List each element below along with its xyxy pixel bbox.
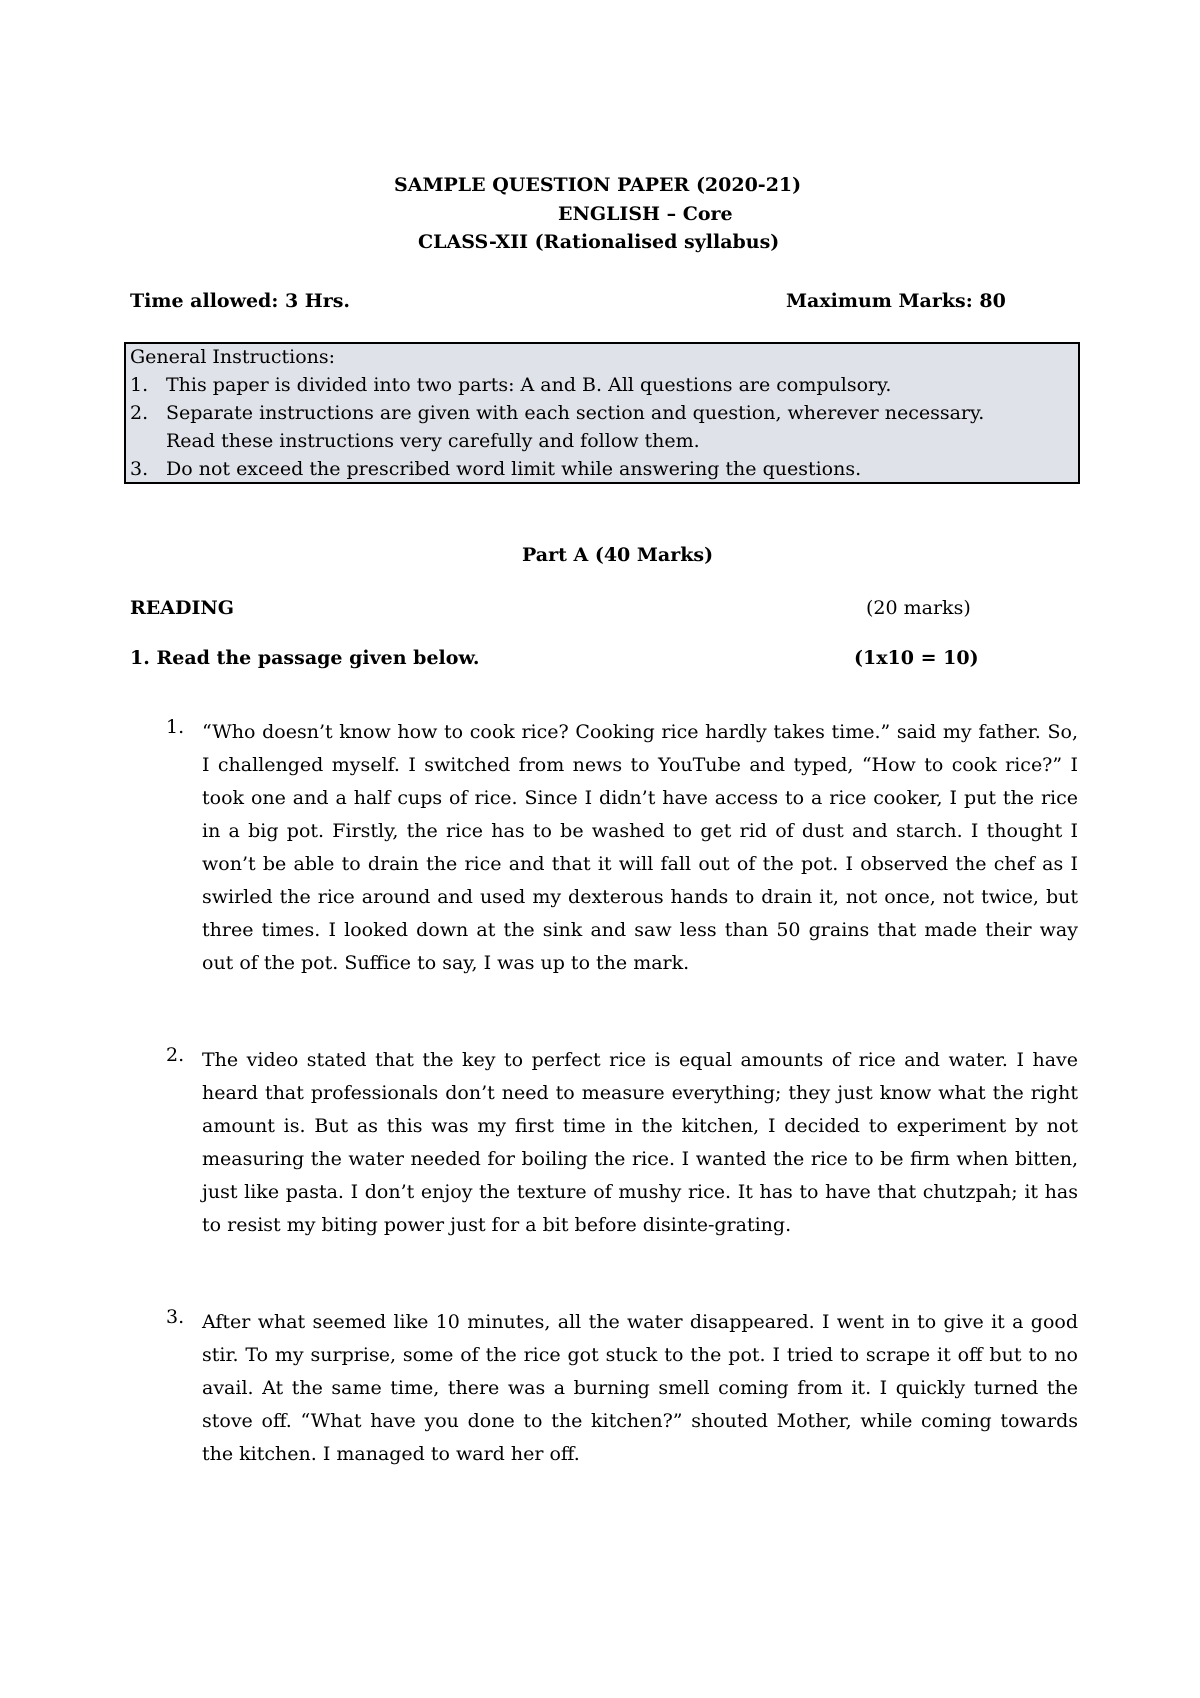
instruction-text: Do not exceed the prescribed word limit while answering the questions. (166, 458, 862, 480)
paragraph-number: 3. (166, 1306, 185, 1328)
paper-class: CLASS-XII (Rationalised syllabus) (418, 231, 780, 253)
paper-subject: ENGLISH – Core (558, 203, 733, 225)
time-allowed: Time allowed: 3 Hrs. (130, 290, 351, 312)
instruction-number: 1. (130, 374, 149, 396)
paragraph-number: 2. (166, 1044, 185, 1066)
maximum-marks: Maximum Marks: 80 (786, 290, 1006, 312)
paragraph-text: After what seemed like 10 minutes, all the water disappeared. I went in to give it a good stir. To my surprise, some of the rice got stuck to the pot. I tried to scrape it off but to no avail. At the same time, there was a burning smell coming from it. I quickly turned the stove off. “What have you done to the kitchen?” shouted Mother, while coming towards the kitchen. I managed to ward her off. (202, 1311, 1078, 1465)
paragraph-number: 1. (166, 716, 185, 738)
instructions-heading: General Instructions: (130, 346, 336, 368)
part-a-heading: Part A (40 Marks) (522, 544, 714, 566)
reading-section-marks: (20 marks) (866, 597, 971, 619)
general-instructions-box (124, 342, 1080, 484)
instruction-text: This paper is divided into two parts: A and B. All questions are compulsory. (166, 374, 892, 396)
paragraph-text: “Who doesn’t know how to cook rice? Cooking rice hardly takes time.” said my father. So, I challenged myself. I switched from news to YouTube and typed, “How to cook rice?” I took one and a half cups of rice. Since I didn’t have access to a rice cooker, I put the rice in a big pot. Firstly, the rice has to be washed to get rid of dust and starch. I thought I won’t be able to drain the rice and that it will fall out of the pot. I observed the chef as I swirled the rice around and used my dexterous hands to drain it, not once, not twice, but three times. I looked down at the sink and saw less than 50 grains that made their way out of the pot. Suffice to say, I was up to the mark. (202, 721, 1078, 974)
question-heading: 1. Read the passage given below. (130, 647, 480, 669)
instruction-text: Read these instructions very carefully and follow them. (166, 430, 700, 452)
instruction-text: Separate instructions are given with each section and question, wherever necessary. (166, 402, 985, 424)
reading-section-heading: READING (130, 597, 234, 619)
paragraph-text: The video stated that the key to perfect rice is equal amounts of rice and water. I have heard that professionals don’t need to measure everything; they just know what the right amount is. But as this was my first time in the kitchen, I decided to experiment by not measuring the water needed for boiling the rice. I wanted the rice to be firm when bitten, just like pasta. I don’t enjoy the texture of mushy rice. It has to have that chutzpah; it has to resist my biting power just for a bit before disinte-grating. (202, 1049, 1078, 1236)
question-marks: (1x10 = 10) (854, 647, 979, 669)
instruction-number: 3. (130, 458, 149, 480)
instruction-number: 2. (130, 402, 149, 424)
paper-title: SAMPLE QUESTION PAPER (2020-21) (394, 174, 802, 196)
